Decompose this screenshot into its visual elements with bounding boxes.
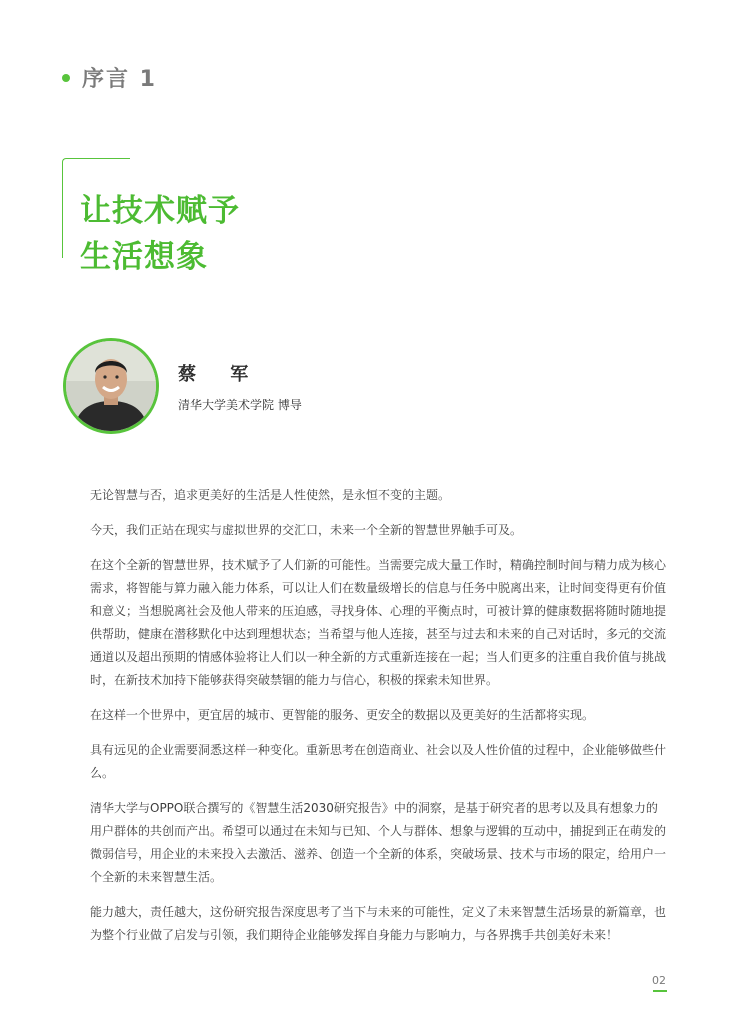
paragraph: 无论智慧与否，追求更美好的生活是人性使然，是永恒不变的主题。 [90, 488, 451, 502]
page-number-underline [653, 990, 667, 992]
page-number: 02 [652, 974, 666, 987]
paragraph: 清华大学与OPPO联合撰写的《智慧生活2030研究报告》中的洞察，是基于研究者的思考以及具有想象力的用户群体的共创而产出。希望可以通过在未知与已知、个人与群体、想象与逻辑的互动中，捕捉到正在萌发的微弱信号，用企业的未来投入去激活、滋养、创造一个全新的体系，突破场景、技术与市场的限定，给用户一个全新的未来智慧生活。 [90, 801, 667, 884]
paragraph: 今天，我们正站在现实与虚拟世界的交汇口，未来一个全新的智慧世界触手可及。 [90, 523, 523, 537]
bullet-dot-icon [62, 74, 70, 82]
paragraph: 在这样一个世界中，更宜居的城市、更智能的服务、更安全的数据以及更美好的生活都将实现。 [90, 708, 595, 722]
paragraph: 具有远见的企业需要洞悉这样一种变化。重新思考在创造商业、社会以及人性价值的过程中，企业能够做些什么。 [90, 743, 667, 780]
author-title: 清华大学美术学院 博导 [178, 398, 302, 412]
paragraph: 能力越大，责任越大，这份研究报告深度思考了当下与未来的可能性，定义了未来智慧生活场景的新篇章，也为整个行业做了启发与引领，我们期待企业能够发挥自身能力与影响力，与各界携手共创美好未来！ [90, 905, 667, 942]
author-photo [66, 341, 156, 431]
author-avatar [63, 338, 159, 434]
body-text [90, 484, 668, 959]
headline-line-1: 让技术赋予 [80, 193, 240, 229]
section-header [62, 62, 157, 93]
headline-line-2: 生活想象 [80, 239, 208, 275]
headline [80, 188, 240, 280]
section-title: 序言 1 [82, 67, 157, 92]
author-name: 蔡 军 [178, 364, 263, 385]
paragraph: 在这个全新的智慧世界，技术赋予了人们新的可能性。当需要完成大量工作时，精确控制时间与精力成为核心需求，将智能与算力融入能力体系，可以让人们在数量级增长的信息与任务中脱离出来，让时间变得更有价值和意义；当想脱离社会及他人带来的压迫感，寻找身体、心理的平衡点时，可被计算的健康数据将随时随地提供帮助，健康在潜移默化中达到理想状态；当希望与他人连接，甚至与过去和未来的自己对话时，多元的交流通道以及超出预期的情感体验将让人们以一种全新的方式重新连接在一起；当人们更多的注重自我价值与挑战时，在新技术加持下能够获得突破禁锢的能力与信心，积极的探索未知世界。 [90, 558, 667, 687]
